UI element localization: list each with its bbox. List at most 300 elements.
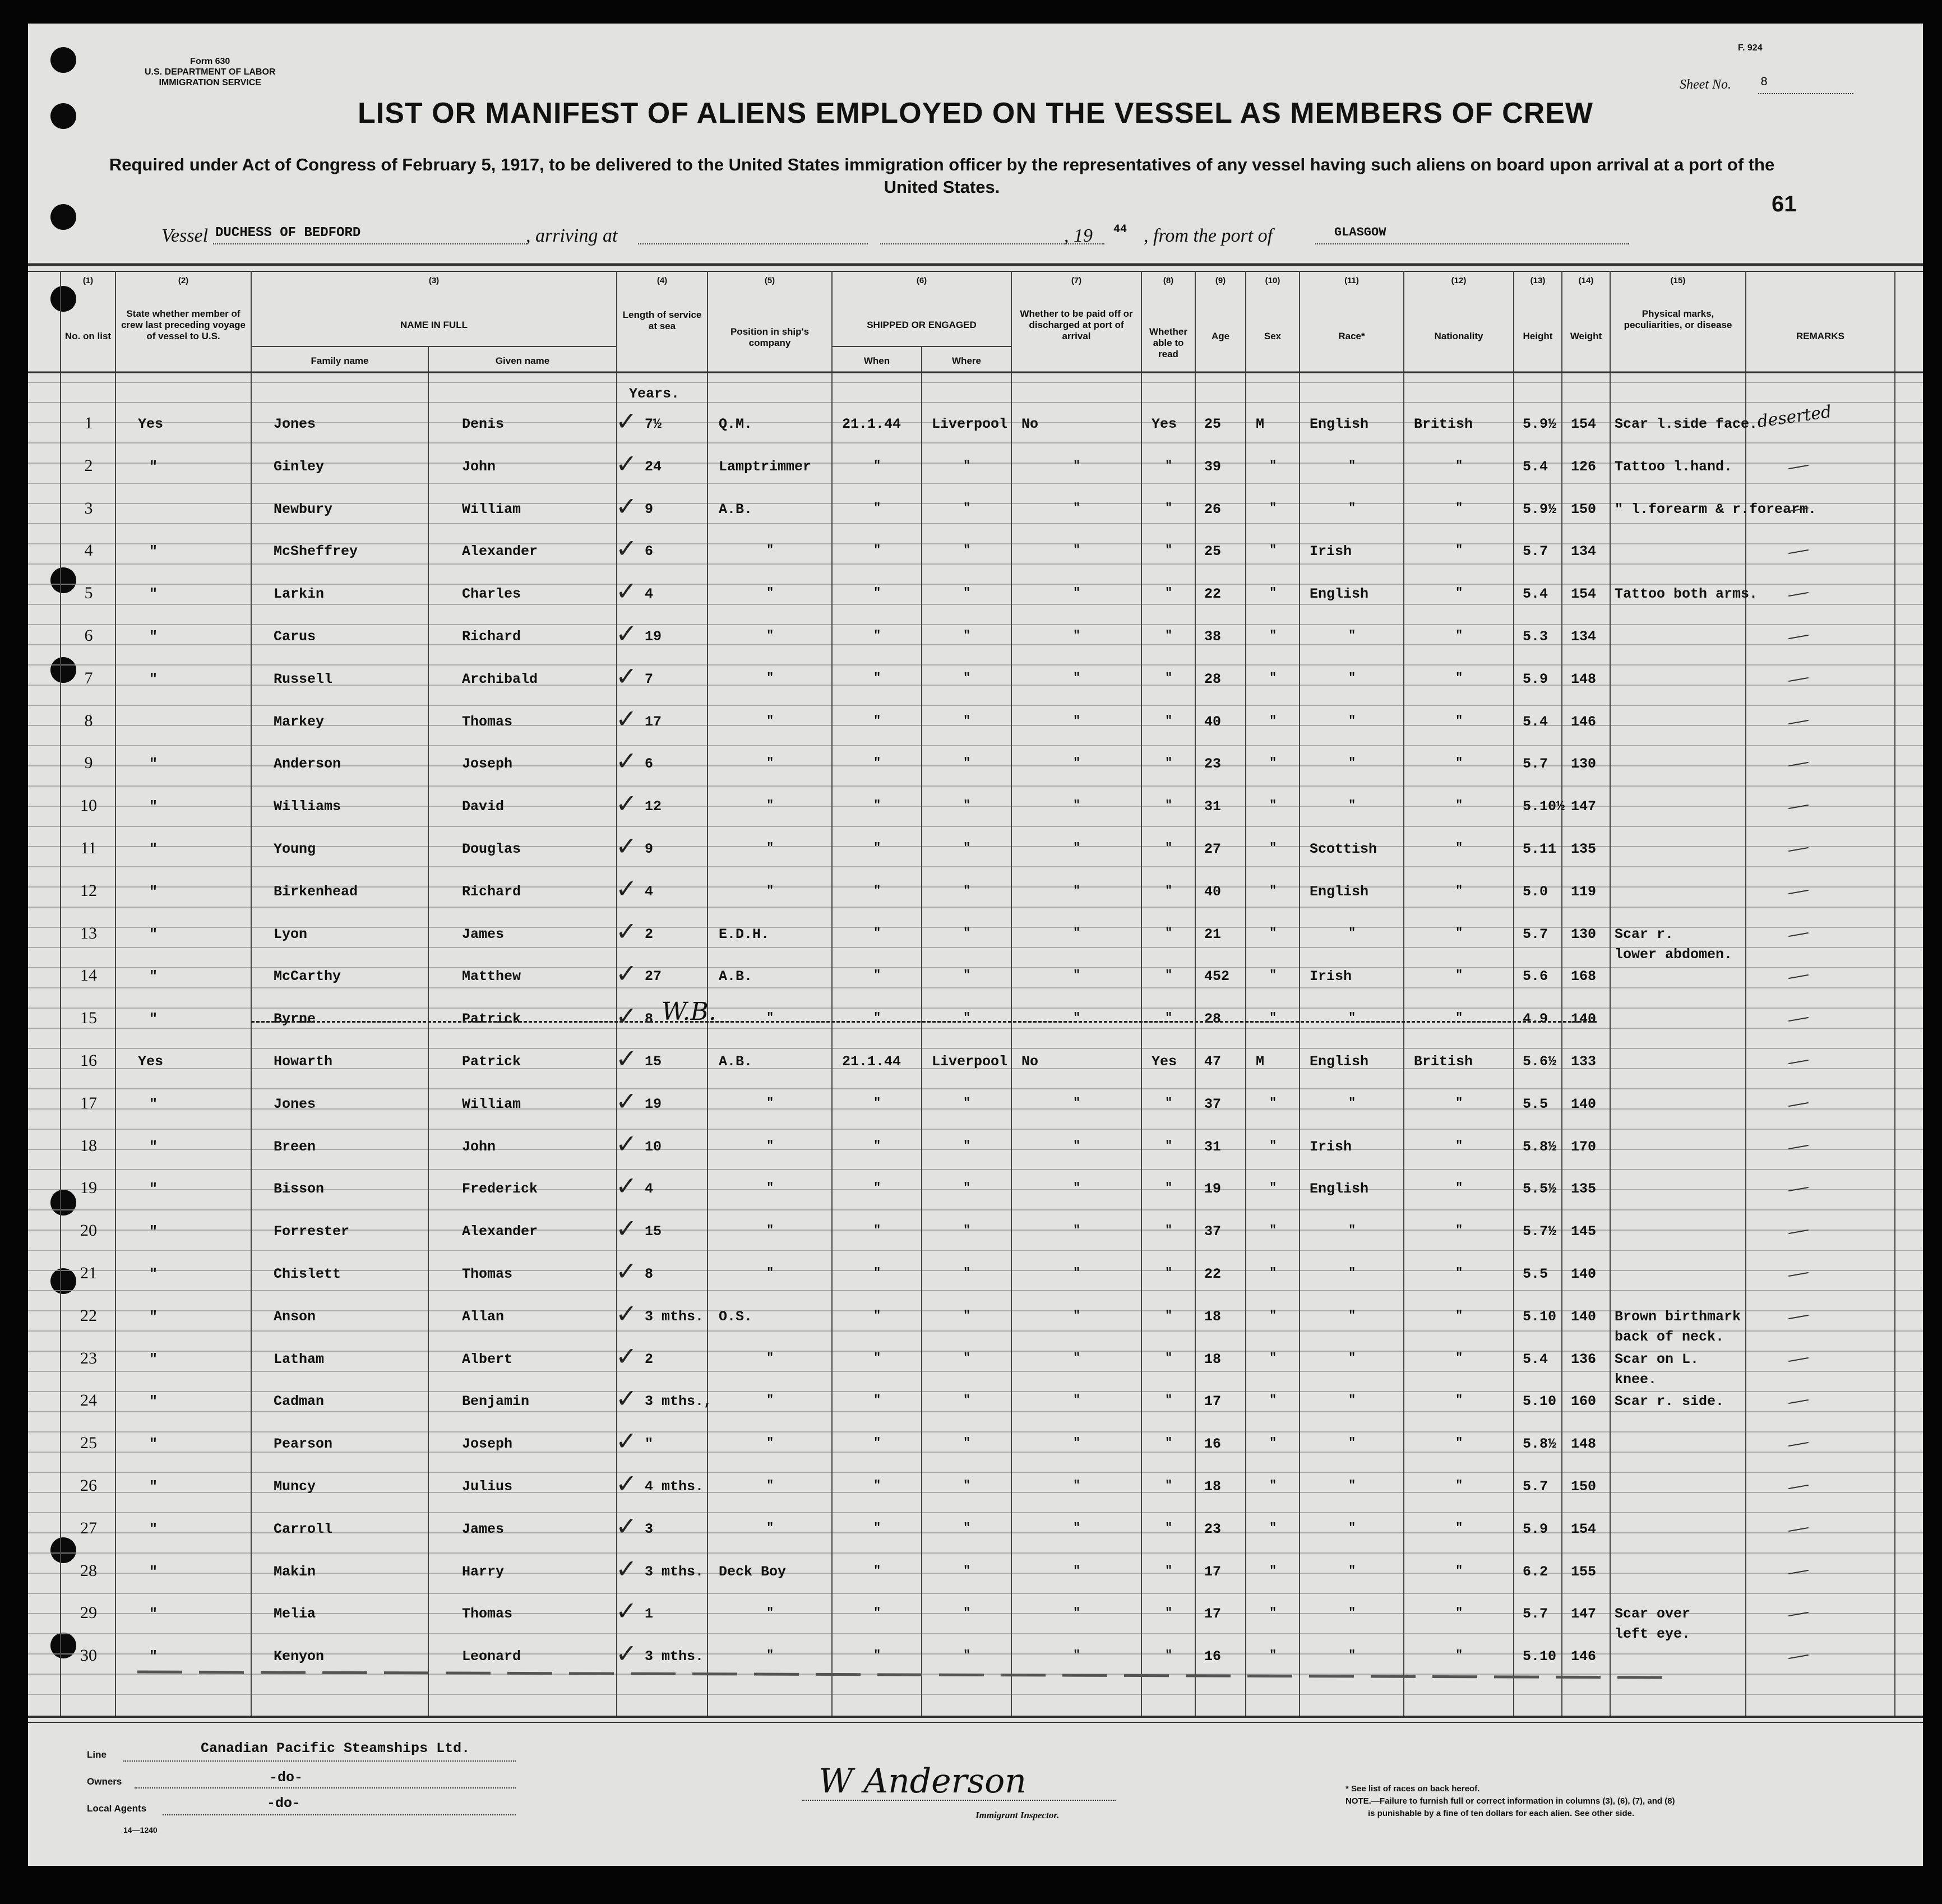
cell-prev: " (149, 968, 158, 985)
column-header: Age (1211, 331, 1230, 341)
cell-weight: 154 (1571, 1521, 1597, 1537)
row-number: 23 (80, 1348, 97, 1367)
cell-service: 4 (645, 586, 654, 603)
ditto-mark: " (1348, 1266, 1356, 1280)
ditto-mark: " (963, 1138, 971, 1153)
ditto-mark: " (873, 1393, 881, 1408)
cell-height: 5.7 (1523, 756, 1548, 773)
checkmark-icon: ✓ (616, 1128, 637, 1159)
checkmark-icon: ✓ (616, 1001, 637, 1032)
ditto-mark: " (1269, 968, 1277, 983)
ditto-mark: " (766, 1138, 774, 1153)
cell-given: Richard (462, 883, 521, 900)
cell-height: 5.0 (1523, 883, 1548, 900)
ditto-mark: " (873, 1266, 881, 1280)
ditto-mark: " (873, 1606, 881, 1620)
ditto-mark: " (873, 501, 881, 515)
ditto-mark: " (1455, 1436, 1463, 1450)
ditto-mark: " (873, 1223, 881, 1238)
cell-prev: " (149, 1011, 158, 1028)
row-number: 8 (84, 711, 93, 730)
handwritten-annotation: W.B. (662, 997, 716, 1027)
ditto-mark: " (1165, 841, 1173, 855)
cell-service: 10 (645, 1138, 662, 1155)
ditto-mark: " (1455, 1648, 1463, 1663)
ditto-mark: " (1348, 1606, 1356, 1620)
checkmark-icon: ✓ (616, 1341, 637, 1371)
ditto-mark: " (1073, 883, 1081, 898)
ditto-mark: " (1348, 756, 1356, 770)
ditto-mark: " (873, 1138, 881, 1153)
cell-age: 16 (1204, 1436, 1222, 1453)
ditto-mark: " (1165, 501, 1173, 515)
ditto-mark: " (1073, 1436, 1081, 1450)
ditto-mark: " (1269, 458, 1277, 473)
cell-weight: 148 (1571, 1436, 1597, 1453)
cell-service: 7 (645, 671, 654, 687)
ditto-mark: " (1073, 1138, 1081, 1153)
ditto-mark: " (963, 1478, 971, 1492)
cell-where: Liverpool (932, 1053, 1008, 1070)
form-number: Form 630 (190, 57, 230, 66)
checkmark-icon: ✓ (616, 1638, 637, 1669)
cell-sex: M (1256, 416, 1265, 432)
cell-prev: " (149, 1478, 158, 1495)
ditto-mark: " (873, 671, 881, 685)
cell-family: Melia (274, 1606, 316, 1623)
ditto-mark: " (1073, 501, 1081, 515)
cell-height: 5.4 (1523, 1351, 1548, 1367)
column-number: (8) (1163, 276, 1174, 285)
cell-age: 452 (1204, 968, 1230, 985)
cell-given: John (462, 458, 496, 475)
cell-position: A.B. (719, 1053, 753, 1070)
cell-service: 8 (645, 1011, 654, 1028)
cell-service: 1 (645, 1606, 654, 1623)
cell-given: Benjamin (462, 1393, 530, 1410)
cell-weight: 147 (1571, 1606, 1597, 1623)
cell-given: Allan (462, 1308, 505, 1325)
cell-weight: 135 (1571, 1181, 1597, 1198)
cell-age: 40 (1204, 883, 1222, 900)
ditto-mark: " (1165, 586, 1173, 600)
row-number: 14 (80, 966, 97, 985)
ditto-mark: " (766, 713, 774, 728)
ditto-mark: " (1073, 798, 1081, 813)
cell-age: 27 (1204, 841, 1222, 857)
cell-marks: Scar over (1615, 1606, 1691, 1623)
ditto-mark: " (1455, 543, 1463, 558)
cell-height: 5.9 (1523, 671, 1548, 687)
cell-prev: " (149, 458, 158, 475)
cell-service: 24 (645, 458, 662, 475)
cell-when: 21.1.44 (842, 1053, 901, 1070)
checkmark-icon: ✓ (616, 1383, 637, 1414)
cell-given: Harry (462, 1563, 505, 1580)
cell-marks: " l.forearm & r.forearm. (1615, 501, 1817, 517)
ditto-mark: " (1455, 883, 1463, 898)
column-header: Height (1523, 331, 1553, 341)
ditto-mark: " (766, 628, 774, 643)
ditto-mark: " (1073, 1266, 1081, 1280)
ditto-mark: " (1455, 458, 1463, 473)
cell-family: Forrester (274, 1223, 350, 1240)
ditto-mark: " (873, 543, 881, 558)
cell-height: 5.9½ (1523, 501, 1557, 517)
cell-height: 5.6 (1523, 968, 1548, 985)
ditto-mark: " (1269, 586, 1277, 600)
cell-age: 28 (1204, 671, 1222, 687)
cell-sex: M (1256, 1053, 1265, 1070)
inspector-signature: W Anderson (819, 1762, 1027, 1801)
ditto-mark: " (1269, 501, 1277, 515)
arriving-label: , arriving at (526, 225, 618, 246)
row-number: 10 (80, 796, 97, 815)
cell-weight: 148 (1571, 671, 1597, 687)
cell-position: Lamptrimmer (719, 458, 812, 475)
cell-given: Charles (462, 586, 521, 603)
cell-prev: Yes (138, 416, 164, 432)
ditto-mark: " (1165, 1181, 1173, 1195)
ditto-mark: " (1073, 1393, 1081, 1408)
cell-weight: 146 (1571, 1648, 1597, 1665)
ditto-mark: " (1165, 1011, 1173, 1025)
ditto-mark: " (963, 1436, 971, 1450)
cell-given: Thomas (462, 1606, 513, 1623)
ditto-mark: " (1455, 713, 1463, 728)
ditto-mark: " (873, 586, 881, 600)
column-subheader: Where (952, 355, 981, 366)
form-code: F. 924 (1738, 43, 1763, 53)
row-number: 15 (80, 1009, 97, 1028)
cell-service: 4 (645, 1181, 654, 1198)
cell-given: Thomas (462, 713, 513, 730)
cell-given: Thomas (462, 1266, 513, 1282)
ditto-mark: " (1348, 1478, 1356, 1492)
row-number: 24 (80, 1391, 97, 1410)
year-value: 44 (1113, 223, 1127, 236)
ditto-mark: " (873, 458, 881, 473)
cell-service: " (645, 1436, 654, 1453)
cell-height: 5.7 (1523, 1478, 1548, 1495)
ditto-mark: " (1073, 1606, 1081, 1620)
ditto-mark: " (963, 1308, 971, 1323)
row-number: 2 (84, 456, 93, 475)
line-value: Canadian Pacific Steamships Ltd. (201, 1740, 470, 1757)
row-number: 26 (80, 1476, 97, 1495)
ditto-mark: " (1073, 1223, 1081, 1238)
cell-nationality: British (1414, 1053, 1473, 1070)
row-number: 9 (84, 754, 93, 773)
cell-marks: Tattoo both arms. (1615, 586, 1758, 603)
cell-family: Lyon (274, 926, 308, 942)
ditto-mark: " (1348, 1223, 1356, 1238)
ditto-mark: " (1073, 1011, 1081, 1025)
cell-family: Jones (274, 1096, 316, 1112)
ditto-mark: " (1348, 713, 1356, 728)
cell-service: 6 (645, 543, 654, 560)
cell-service: 9 (645, 501, 654, 517)
cell-service: 12 (645, 798, 662, 815)
ditto-mark: " (873, 883, 881, 898)
ditto-mark: " (1269, 1521, 1277, 1535)
ditto-mark: " (963, 1648, 971, 1663)
column-subheader: Given name (495, 355, 550, 366)
cell-prev: " (149, 1436, 158, 1453)
column-number: (3) (428, 276, 440, 285)
cell-height: 5.3 (1523, 628, 1548, 645)
ditto-mark: " (1165, 798, 1173, 813)
column-header: Weight (1570, 331, 1602, 341)
cell-height: 5.5½ (1523, 1181, 1557, 1198)
cell-prev: " (149, 543, 158, 560)
cell-marks: Tattoo l.hand. (1615, 458, 1733, 475)
column-number: (9) (1215, 276, 1226, 285)
cell-age: 28 (1204, 1011, 1222, 1028)
cell-age: 21 (1204, 926, 1222, 942)
ditto-mark: " (1269, 756, 1277, 770)
cell-family: Byrne (274, 1011, 316, 1028)
ditto-mark: " (873, 713, 881, 728)
column-number: (4) (656, 276, 668, 285)
row-number: 28 (80, 1561, 97, 1580)
cell-age: 26 (1204, 501, 1222, 517)
penalty-note-cont: is punishable by a fine of ten dollars for each alien. See other side. (1368, 1809, 1635, 1818)
cell-family: Pearson (274, 1436, 333, 1453)
cell-given: Joseph (462, 1436, 513, 1453)
ditto-mark: " (963, 671, 971, 685)
ditto-mark: " (963, 798, 971, 813)
checkmark-icon: ✓ (616, 1085, 637, 1116)
ditto-mark: " (1269, 883, 1277, 898)
owners-label: Owners (87, 1776, 122, 1787)
ditto-mark: " (1165, 1351, 1173, 1365)
cell-height: 5.8½ (1523, 1436, 1557, 1453)
cell-position: A.B. (719, 968, 753, 985)
ditto-mark: " (1165, 1606, 1173, 1620)
ditto-mark: " (1348, 1096, 1356, 1110)
cell-service: 19 (645, 1096, 662, 1112)
ditto-mark: " (963, 1181, 971, 1195)
cell-weight: 140 (1571, 1308, 1597, 1325)
cell-given: John (462, 1138, 496, 1155)
ditto-mark: " (1165, 926, 1173, 940)
cell-weight: 145 (1571, 1223, 1597, 1240)
table-grid (28, 24, 1923, 1866)
ditto-mark: " (1165, 628, 1173, 643)
row-number: 5 (84, 584, 93, 603)
ditto-mark: " (1269, 1138, 1277, 1153)
ditto-mark: " (766, 1606, 774, 1620)
cell-marks: Scar r. side. (1615, 1393, 1724, 1410)
ditto-mark: " (1073, 756, 1081, 770)
ditto-mark: " (766, 1648, 774, 1663)
cell-prev: " (149, 1563, 158, 1580)
ditto-mark: " (1455, 1011, 1463, 1025)
cell-family: Cadman (274, 1393, 325, 1410)
column-number: (10) (1265, 276, 1280, 285)
cell-remarks: deserted (1756, 401, 1833, 432)
ditto-mark: " (963, 1266, 971, 1280)
cell-race: Irish (1310, 1138, 1352, 1155)
vessel-label: Vessel (161, 225, 209, 246)
cell-service: 3 mths., (645, 1393, 713, 1410)
cell-service: 4 (645, 883, 654, 900)
ditto-mark: " (1455, 841, 1463, 855)
signature-line (802, 1800, 1116, 1801)
cell-age: 37 (1204, 1096, 1222, 1112)
ditto-mark: " (1165, 458, 1173, 473)
agents-label: Local Agents (87, 1803, 147, 1814)
ditto-mark: " (1165, 1648, 1173, 1663)
ditto-mark: " (963, 501, 971, 515)
ditto-mark: " (766, 1096, 774, 1110)
cell-service: 8 (645, 1266, 654, 1282)
cell-prev: " (149, 1181, 158, 1198)
cell-weight: 150 (1571, 1478, 1597, 1495)
ditto-mark: " (1348, 1308, 1356, 1323)
cell-age: 22 (1204, 1266, 1222, 1282)
cell-position: O.S. (719, 1308, 753, 1325)
cell-height: 5.9 (1523, 1521, 1548, 1537)
ditto-mark: " (873, 1011, 881, 1025)
cell-height: 5.7 (1523, 543, 1548, 560)
ditto-mark: " (1165, 713, 1173, 728)
ditto-mark: " (1269, 713, 1277, 728)
checkmark-icon: ✓ (616, 1596, 637, 1626)
cell-weight: 154 (1571, 586, 1597, 603)
ditto-mark: " (873, 1096, 881, 1110)
cell-weight: 119 (1571, 883, 1597, 900)
checkmark-icon: ✓ (616, 660, 637, 691)
cell-age: 25 (1204, 416, 1222, 432)
cell-position: Deck Boy (719, 1563, 787, 1580)
cell-family: Makin (274, 1563, 316, 1580)
ditto-mark: " (1455, 756, 1463, 770)
cell-service: 2 (645, 926, 654, 942)
ditto-mark: " (1269, 671, 1277, 685)
column-header: No. on list (64, 331, 112, 341)
column-number: (12) (1451, 276, 1467, 285)
cell-race: English (1310, 416, 1369, 432)
column-header: REMARKS (1796, 331, 1844, 341)
cell-height: 4.9 (1523, 1011, 1548, 1028)
ditto-mark: " (766, 1393, 774, 1408)
cell-prev: " (149, 586, 158, 603)
cell-race: Irish (1310, 543, 1352, 560)
line-label: Line (87, 1749, 107, 1760)
ditto-mark: " (1269, 1436, 1277, 1450)
department-name: U.S. DEPARTMENT OF LABOR (145, 67, 276, 77)
ditto-mark: " (1455, 1266, 1463, 1280)
page-number: 61 (1772, 192, 1797, 216)
ditto-mark: " (1073, 1096, 1081, 1110)
cell-height: 5.5 (1523, 1096, 1548, 1112)
cell-prev: " (149, 1606, 158, 1623)
column-number: (1) (82, 276, 94, 285)
row-number: 4 (84, 541, 93, 560)
cell-marks-cont: back of neck. (1615, 1328, 1724, 1345)
ditto-mark: " (963, 1096, 971, 1110)
row-number: 7 (84, 668, 93, 687)
ditto-mark: " (766, 1521, 774, 1535)
ditto-mark: " (1165, 883, 1173, 898)
cell-given: Frederick (462, 1181, 538, 1198)
cell-family: Markey (274, 713, 325, 730)
cell-marks: Brown birthmark (1615, 1308, 1741, 1325)
ditto-mark: " (766, 841, 774, 855)
ditto-mark: " (1165, 1436, 1173, 1450)
cell-height: 6.2 (1523, 1563, 1548, 1580)
cell-given: Leonard (462, 1648, 521, 1665)
row-number: 3 (84, 498, 93, 517)
cell-prev: " (149, 926, 158, 942)
cell-age: 31 (1204, 798, 1222, 815)
cell-family: Chislett (274, 1266, 341, 1282)
column-header: Whether to be paid off or discharged at port of arrival (1020, 308, 1133, 341)
cell-family: Anson (274, 1308, 316, 1325)
cell-service: 7½ (645, 416, 662, 432)
cell-family: Birkenhead (274, 883, 358, 900)
form-stock-code: 14—1240 (123, 1826, 158, 1834)
cell-service: 3 mths. (645, 1648, 704, 1665)
column-header: SHIPPED OR ENGAGED (867, 320, 977, 330)
row-number: 20 (80, 1221, 97, 1240)
cell-race: English (1310, 1181, 1369, 1198)
ditto-mark: " (1348, 1393, 1356, 1408)
column-header: Nationality (1434, 331, 1483, 341)
column-header: Position in ship's company (730, 326, 810, 348)
ditto-mark: " (1348, 798, 1356, 813)
ditto-mark: " (766, 883, 774, 898)
ditto-mark: " (766, 1223, 774, 1238)
cell-age: 16 (1204, 1648, 1222, 1665)
manifest-sheet (28, 24, 1923, 1866)
checkmark-icon: ✓ (616, 1510, 637, 1541)
cell-prev: " (149, 798, 158, 815)
ditto-mark: " (1455, 628, 1463, 643)
ditto-mark: " (1073, 628, 1081, 643)
cell-prev: Yes (138, 1053, 164, 1070)
cell-family: Muncy (274, 1478, 316, 1495)
ditto-mark: " (1073, 1648, 1081, 1663)
ditto-mark: " (963, 1521, 971, 1535)
ditto-mark: " (963, 1351, 971, 1365)
ditto-mark: " (1348, 628, 1356, 643)
cell-height: 5.4 (1523, 713, 1548, 730)
ditto-mark: " (1269, 628, 1277, 643)
cell-weight: 155 (1571, 1563, 1597, 1580)
ditto-mark: " (1455, 926, 1463, 940)
cell-height: 5.8½ (1523, 1138, 1557, 1155)
cell-given: Archibald (462, 671, 538, 687)
ditto-mark: " (1165, 1266, 1173, 1280)
cell-age: 19 (1204, 1181, 1222, 1198)
ditto-mark: " (873, 756, 881, 770)
cell-weight: 160 (1571, 1393, 1597, 1410)
ditto-mark: " (1348, 1521, 1356, 1535)
cell-height: 5.9½ (1523, 416, 1557, 432)
cell-service: 2 (645, 1351, 654, 1367)
ditto-mark: " (766, 586, 774, 600)
cell-position: E.D.H. (719, 926, 770, 942)
ditto-mark: " (1269, 926, 1277, 940)
cell-read: Yes (1152, 1053, 1177, 1070)
service-name: IMMIGRATION SERVICE (159, 78, 261, 87)
ditto-mark: " (766, 1181, 774, 1195)
ditto-mark: " (1269, 1606, 1277, 1620)
cell-nationality: British (1414, 416, 1473, 432)
